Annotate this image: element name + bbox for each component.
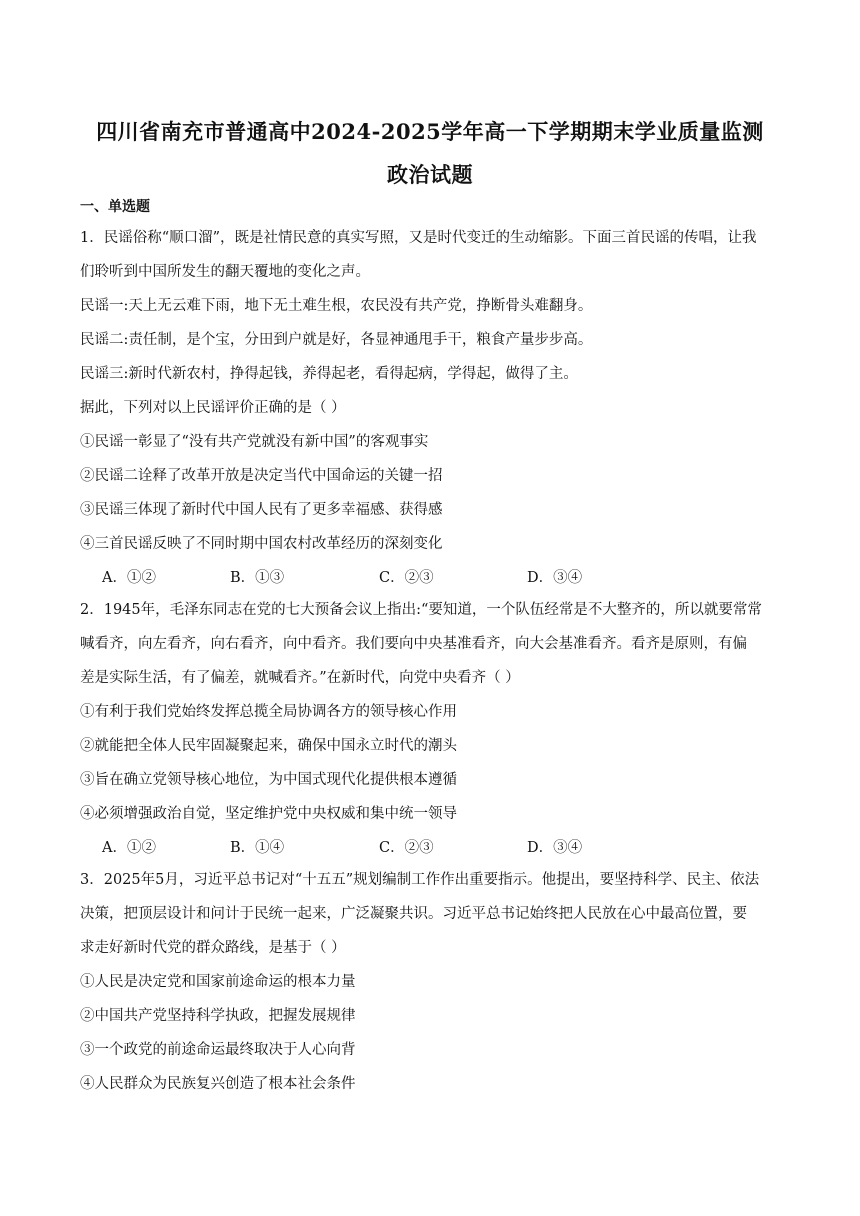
q2-item-2: ②就能把全体人民牢固凝聚起来，确保中国永立时代的潮头 [80, 738, 457, 754]
q1-item-3: ③民谣三体现了新时代中国人民有了更多幸福感、获得感 [80, 502, 443, 518]
q1-question: 据此，下列对以上民谣评价正确的是（ ） [80, 400, 346, 416]
q1-ballad-2: 民谣二:责任制，是个宝，分田到户就是好，各显神通甩手干，粮食产量步步高。 [80, 332, 593, 348]
q3-item-3: ③一个政党的前途命运最终取决于人心向背 [80, 1042, 356, 1058]
q1-option-b[interactable]: B．①③ [230, 570, 285, 586]
q1-option-a[interactable]: A．①② [102, 570, 156, 586]
q2-stem-line-1: 2．1945年，毛泽东同志在党的七大预备会议上指出:“要知道，一个队伍经常是不大整齐的，所以就要常常 [80, 602, 762, 618]
q1-item-1: ①民谣一彰显了“没有共产党就没有新中国”的客观事实 [80, 434, 429, 450]
q3-item-1: ①人民是决定党和国家前途命运的根本力量 [80, 974, 356, 990]
exam-title: 四川省南充市普通高中2024-2025学年高一下学期期末学业质量监测 [96, 119, 764, 144]
q3-item-4: ④人民群众为民族复兴创造了根本社会条件 [80, 1076, 356, 1092]
q2-stem-line-2: 喊看齐，向左看齐，向右看齐，向中看齐。我们要向中央基准看齐，向大会基准看齐。看齐是原则，有偏 [80, 636, 747, 652]
q2-option-c[interactable]: C．②③ [379, 840, 434, 856]
q1-option-d[interactable]: D．③④ [527, 570, 583, 586]
q3-stem-line-3: 求走好新时代党的群众路线，是基于（ ） [80, 940, 346, 956]
q2-option-b[interactable]: B．①④ [230, 840, 285, 856]
q2-stem-line-3: 差是实际生活，有了偏差，就喊看齐。”在新时代，向党中央看齐（ ） [80, 670, 520, 686]
q3-stem-line-1: 3．2025年5月，习近平总书记对“十五五”规划编制工作作出重要指示。他提出，要坚持科学、民主、依法 [80, 872, 760, 888]
q1-stem-line-2: 们聆听到中国所发生的翻天覆地的变化之声。 [80, 264, 370, 280]
q3-stem-line-2: 决策，把顶层设计和问计于民统一起来，广泛凝聚共识。习近平总书记始终把人民放在心中最高位置，要 [80, 906, 747, 922]
exam-subtitle: 政治试题 [387, 162, 473, 187]
q3-item-2: ②中国共产党坚持科学执政，把握发展规律 [80, 1008, 356, 1024]
q1-stem-line-1: 1．民谣俗称“顺口溜”，既是社情民意的真实写照，又是时代变迁的生动缩影。下面三首民谣的传唱，让我 [80, 230, 757, 246]
q1-item-2: ②民谣二诠释了改革开放是决定当代中国命运的关键一招 [80, 468, 443, 484]
q1-ballad-1: 民谣一:天上无云难下雨，地下无土难生根，农民没有共产党，挣断骨头难翻身。 [80, 298, 593, 314]
section-heading: 一、单选题 [80, 199, 150, 215]
q1-item-4: ④三首民谣反映了不同时期中国农村改革经历的深刻变化 [80, 536, 443, 552]
q2-item-1: ①有利于我们党始终发挥总揽全局协调各方的领导核心作用 [80, 704, 457, 720]
q2-option-a[interactable]: A．①② [102, 840, 156, 856]
q2-option-d[interactable]: D．③④ [527, 840, 583, 856]
q1-option-c[interactable]: C．②③ [379, 570, 434, 586]
q2-item-3: ③旨在确立党领导核心地位，为中国式现代化提供根本遵循 [80, 772, 457, 788]
q1-ballad-3: 民谣三:新时代新农村，挣得起钱，养得起老，看得起病，学得起，做得了主。 [80, 366, 578, 382]
q2-item-4: ④必须增强政治自觉，坚定维护党中央权威和集中统一领导 [80, 806, 457, 822]
